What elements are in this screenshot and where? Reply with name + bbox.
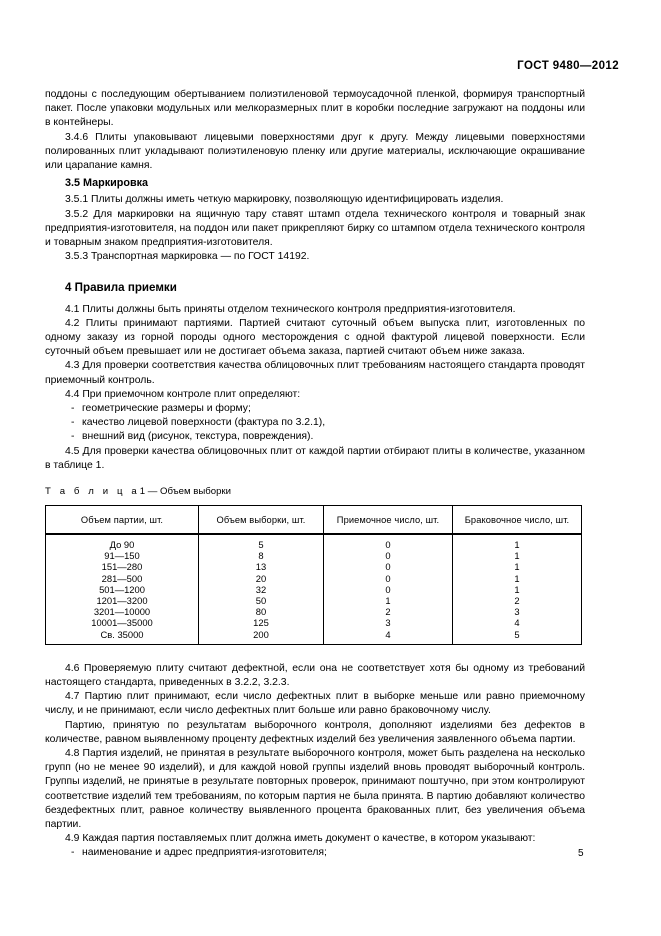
heading-4-pravila-priemki: 4 Правила приемки	[65, 281, 177, 295]
cell-value: 32	[255, 583, 267, 595]
heading-3-5-markirovka: 3.5 Маркировка	[65, 177, 149, 190]
cell-value: 1	[514, 583, 520, 595]
cell-value: 3	[385, 617, 391, 629]
list-item-label: геометрические размеры и форму;	[82, 403, 251, 415]
spacer	[45, 645, 585, 662]
page-body	[45, 88, 585, 861]
cell-value: 1	[514, 572, 520, 584]
cell-value: 1	[514, 539, 520, 551]
list-item-label: наименование и адрес предприятия-изготовителя;	[82, 847, 327, 859]
list-item-4-9-a	[45, 846, 585, 860]
column-header-acceptance-number: Приемочное число, шт.	[324, 506, 453, 535]
dash-marker: -	[71, 417, 75, 429]
paragraph-4-1: 4.1 Плиты должны быть приняты отделом технического контроля предприятия-изготовителя.	[65, 303, 516, 315]
cell-value: 0	[385, 572, 391, 584]
dash-marker: -	[71, 431, 75, 443]
column-header-lot-volume: Объем партии, шт.	[46, 506, 199, 535]
cell-column-lot-volume	[46, 534, 199, 644]
cell-value: 91—150	[104, 550, 140, 562]
column-header-sample-volume: Объем выборки, шт.	[199, 506, 324, 535]
cell-value: 20	[255, 572, 267, 584]
cell-value: 13	[255, 561, 267, 573]
paragraph-3-4-5-continued: поддоны с последующим обертыванием полиэтиленовой термоусадочной пленкой, формируя транспортный пакет. После упаковки модульных или мелкоразмерных плит в коробки последние загружают на поддоны или в контейнеры.	[45, 89, 585, 129]
spacer	[45, 296, 585, 303]
spacer	[45, 473, 585, 485]
list-item-label: внешний вид (рисунок, текстура, повреждения).	[82, 431, 314, 443]
cell-value: 2	[385, 606, 391, 618]
table-1-caption	[45, 485, 585, 498]
list-item-4-4-a	[45, 402, 585, 416]
cell-value: 1	[385, 595, 391, 607]
cell-value: 1	[514, 550, 520, 562]
list-item-4-4-b	[45, 416, 585, 430]
cell-value: 200	[253, 628, 269, 640]
cell-column-rejection-number	[453, 534, 582, 644]
cell-column-sample-volume	[199, 534, 324, 644]
paragraph-3-5-3: 3.5.3 Транспортная маркировка — по ГОСТ 14192.	[65, 251, 310, 263]
cell-value: 4	[385, 628, 391, 640]
cell-value: 5	[514, 628, 520, 640]
paragraph-4-3: 4.3 Для проверки соответствия качества облицовочных плит требованиям настоящего стандарта проводят приемочный контроль.	[45, 360, 585, 386]
cell-value: 0	[385, 550, 391, 562]
cell-value: 0	[385, 561, 391, 573]
cell-value: До 90	[109, 539, 135, 551]
cell-value: 80	[255, 606, 267, 618]
cell-value: 501—1200	[99, 583, 145, 595]
cell-value: 281—500	[101, 572, 143, 584]
column-header-rejection-number: Браковочное число, шт.	[453, 506, 582, 535]
list-item-label: качество лицевой поверхности (фактура по 3.2.1),	[82, 417, 326, 429]
cell-value: Св. 35000	[100, 628, 144, 640]
cell-value: 3201—10000	[93, 606, 151, 618]
cell-value: 3	[514, 606, 520, 618]
table-caption-title: 1 — Объем выборки	[139, 486, 231, 498]
dash-marker: -	[71, 847, 75, 859]
cell-value: 8	[258, 550, 264, 562]
cell-value: 0	[385, 583, 391, 595]
paragraph-4-8: 4.8 Партия изделий, не принятая в результате выборочного контроля, может быть разделена на несколько групп (но не менее 90 изделий), и для каждой новой группы изделий вновь проводят выборочный контроль. Группы изделий, не принятые в результате повторных проверок, принимают поштучно, при этом контролируют соответствие изделий тем требованиям, по которым партия не была принята. В партию добавляют количество бездефектных плит, равное количеству выявленного процента бракованных плит, без увеличения объема партии.	[45, 747, 585, 830]
page-number: 5	[578, 848, 584, 859]
cell-value: 1	[514, 561, 520, 573]
list-item-4-4-c	[45, 430, 585, 444]
paragraph-4-7-continued: Партию, принятую по результатам выборочного контроля, дополняют изделиями без дефектов в количестве, равном выявленному проценту дефектных изделий без увеличения заявленного объема партии.	[45, 719, 585, 745]
table-1-sample-volume	[45, 505, 582, 645]
paragraph-3-5-2: 3.5.2 Для маркировки на ящичную тару ставят штамп отдела технического контроля и товарный знак предприятия-изготовителя, на поддон или пакет прикрепляют бирку со штампом отдела технического контроля и товарным знаком предприятия-изготовителя.	[45, 208, 585, 249]
paragraph-3-5-1: 3.5.1 Плиты должны иметь четкую маркировку, позволяющую идентифицировать изделия.	[65, 194, 504, 206]
cell-value: 4	[514, 617, 520, 629]
paragraph-4-2: 4.2 Плиты принимают партиями. Партией считают суточный объем выпуска плит, изготовленных по одному заказу из горной породы одного месторождения с одной фактурой лицевой поверхности. Если суточный объем превышает или не достигает объема заказа, партией считают объем ниже заказа.	[45, 317, 585, 358]
cell-value: 1201—3200	[96, 595, 148, 607]
table-caption-word: Т а б л и ц а	[45, 486, 140, 498]
cell-value: 125	[253, 617, 269, 629]
cell-value: 151—280	[101, 561, 143, 573]
paragraph-4-9: 4.9 Каждая партия поставляемых плит должна иметь документ о качестве, в котором указывают:	[65, 833, 536, 845]
running-header-standard-number: ГОСТ 9480—2012	[517, 60, 619, 72]
cell-value: 2	[514, 595, 520, 607]
paragraph-3-4-6: 3.4.6 Плиты упаковывают лицевыми поверхностями друг к другу. Между лицевыми поверхностями полированных плит укладывают полиэтиленовую пленку или другие материалы, исключающие окрашивание или царапание камня.	[45, 131, 585, 172]
paragraph-4-4: 4.4 При приемочном контроле плит определяют:	[65, 388, 301, 400]
cell-value: 0	[385, 539, 391, 551]
table-header-row	[46, 506, 582, 535]
dash-marker: -	[71, 403, 75, 415]
cell-value: 5	[258, 539, 264, 551]
cell-value: 50	[255, 595, 267, 607]
paragraph-4-6: 4.6 Проверяемую плиту считают дефектной, если она не соответствует хотя бы одному из требований настоящего стандарта, приведенных в 3.2.2, 3.2.3.	[45, 662, 585, 688]
spacer	[45, 264, 585, 281]
table-body-block	[46, 534, 582, 644]
paragraph-4-7: 4.7 Партию плит принимают, если число дефектных плит в выборке меньше или равно приемочному числу, и не принимают, если число дефектных плит больше или равно браковочному числу.	[45, 691, 585, 717]
cell-column-acceptance-number	[324, 534, 453, 644]
paragraph-4-5: 4.5 Для проверки качества облицовочных плит от каждой партии отбирают плиты в количестве, указанном в таблице 1.	[45, 445, 585, 471]
cell-value: 10001—35000	[91, 617, 153, 629]
